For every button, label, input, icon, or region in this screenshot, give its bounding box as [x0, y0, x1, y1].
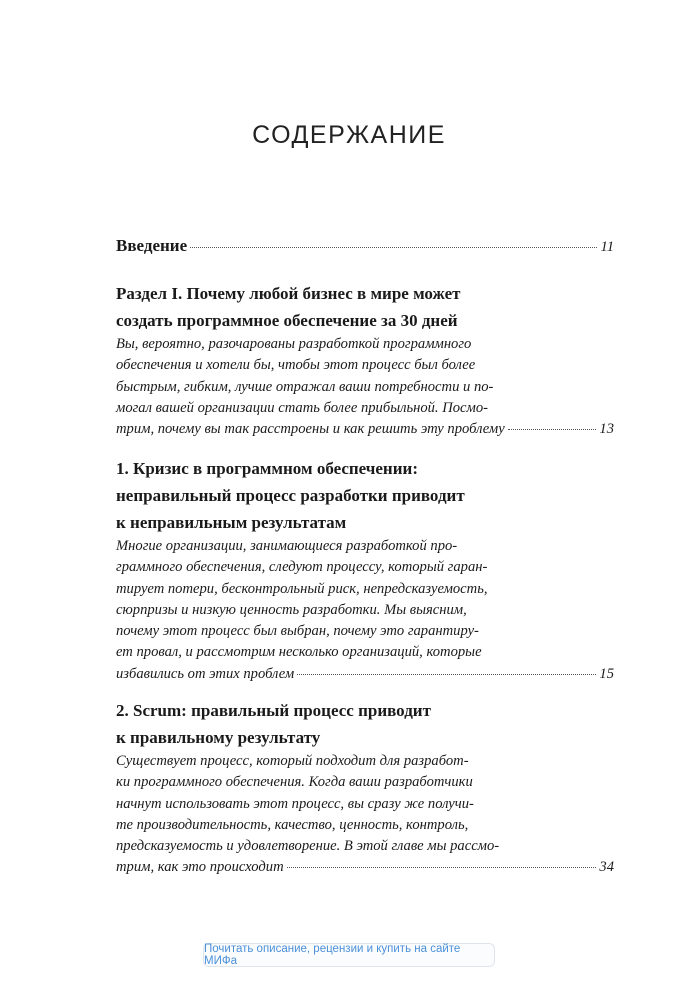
desc-line: ет провал, и рассмотрим несколько организаций, которые: [116, 644, 482, 661]
desc-line: предсказуемость и удовлетворение. В этой главе мы рассмо-: [116, 838, 500, 855]
desc-line: быстрым, гибким, лучше отражал ваши потребности и по-: [116, 378, 494, 395]
toc-page-number: 15: [599, 665, 614, 682]
desc-last-line: [116, 664, 614, 685]
desc-line: Вы, вероятно, разочарованы разработкой программного: [116, 336, 472, 352]
heading-line: к правильному результату: [116, 728, 321, 747]
toc-page-number: 13: [599, 421, 614, 438]
toc-entry-chapter-1: [116, 455, 614, 685]
toc-entry-description: [116, 334, 614, 440]
desc-line: трим, почему вы так расстроены и как решить эту проблему: [116, 421, 505, 438]
dot-leader: [297, 674, 596, 675]
dot-leader: [287, 867, 597, 868]
toc-entry-heading: [116, 697, 614, 751]
buy-on-mif-link[interactable]: Почитать описание, рецензии и купить на сайте МИФа: [203, 943, 495, 967]
toc-entry-description: [116, 751, 614, 879]
toc-entry-section-1: [116, 280, 614, 440]
toc-entry-chapter-2: [116, 697, 614, 879]
desc-line: те производительность, качество, ценность, контроль,: [116, 816, 469, 833]
heading-line: неправильный процесс разработки приводит: [116, 486, 465, 505]
dot-leader: [508, 429, 597, 430]
heading-line: 1. Кризис в программном обеспечении:: [116, 459, 418, 478]
heading-line: Раздел I. Почему любой бизнес в мире может: [116, 284, 461, 303]
toc-entry-heading: [116, 280, 614, 334]
desc-line: почему этот процесс был выбран, почему это гарантиру-: [116, 623, 479, 640]
desc-line: избавились от этих проблем: [116, 665, 295, 682]
heading-line: создать программное обеспечение за 30 дней: [116, 311, 458, 330]
toc-entry-intro: [116, 236, 614, 256]
desc-line: трим, как это происходит: [116, 859, 284, 876]
toc-entry-description: [116, 536, 614, 685]
desc-line: граммного обеспечения, следуют процессу, который гаран-: [116, 559, 488, 576]
desc-line: сюрпризы и низкую ценность разработки. Мы выясним,: [116, 601, 467, 618]
toc-page-number: 11: [600, 239, 614, 255]
desc-line: Существует процесс, который подходит для разработ-: [116, 753, 469, 769]
desc-line: ки программного обеспечения. Когда ваши разработчики: [116, 774, 473, 791]
desc-line: тирует потери, бесконтрольный риск, непредсказуемость,: [116, 580, 488, 597]
desc-line: начнут использовать этот процесс, вы сразу же получи-: [116, 795, 474, 812]
dot-leader: [190, 247, 597, 248]
desc-line: могал вашей организации стать более прибыльной. Посмо-: [116, 399, 488, 416]
desc-last-line: [116, 419, 614, 440]
desc-line: Многие организации, занимающиеся разработкой про-: [116, 538, 458, 554]
toc-entry-label: Введение: [116, 236, 188, 255]
desc-last-line: [116, 857, 614, 878]
toc-entry-heading: [116, 455, 614, 536]
desc-line: обеспечения и хотели бы, чтобы этот процесс был более: [116, 357, 476, 374]
toc-page-number: 34: [599, 859, 614, 876]
heading-line: 2. Scrum: правильный процесс приводит: [116, 701, 431, 720]
page-title: СОДЕРЖАНИЕ: [252, 121, 446, 149]
heading-line: к неправильным результатам: [116, 513, 347, 532]
